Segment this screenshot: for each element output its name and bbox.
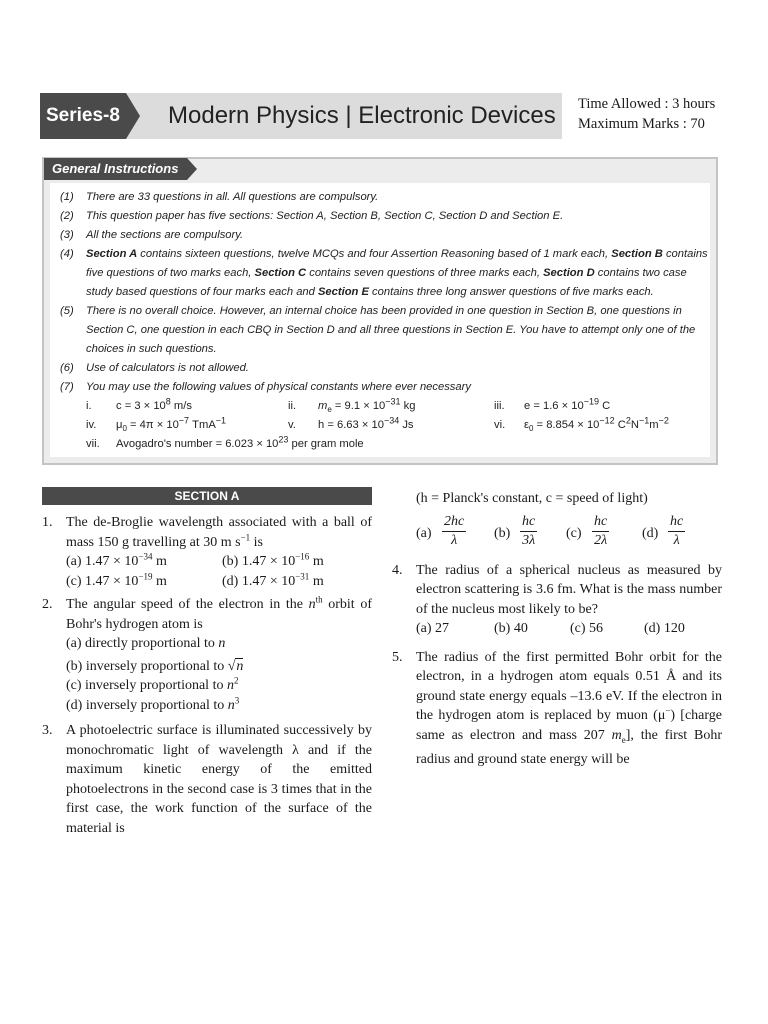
question-text: The de-Broglie wavelength associated with a ball of mass 150 g travelling at 30 m s	[66, 515, 372, 550]
question-4	[392, 561, 722, 639]
instruction-bold: Section A	[86, 248, 138, 260]
time-allowed: Time Allowed : 3 hours	[578, 96, 716, 112]
instructions-tab-arrow	[187, 158, 197, 180]
instruction-text: contains two case study based questions of four marks each and	[86, 267, 687, 298]
instructions-heading: General Instructions	[52, 161, 179, 176]
left-column	[42, 513, 372, 838]
instruction-number: (6)	[60, 362, 74, 374]
option-d: (d) $1.47 \times 10^{-31}$ m	[222, 570, 324, 589]
option-row	[66, 572, 372, 592]
instruction-item	[60, 302, 710, 359]
question-text: is	[250, 534, 264, 550]
constant-avogadro: Avogadro's number = $6.023 \times 10^{23}$ per gram mole	[116, 434, 364, 450]
instruction-text: contains three long answer questions of five marks each.	[368, 286, 654, 298]
constant-label: iii.	[494, 400, 505, 412]
constants-row	[60, 435, 710, 454]
question-number: 4.	[392, 562, 403, 578]
option-c-label: (c)	[566, 525, 582, 541]
option-a: (a) directly proportional to n	[66, 636, 226, 651]
question-3-hint: (h = Planck's constant, c = speed of light)	[416, 491, 648, 506]
instruction-text: You may use the following values of physical constants where ever necessary	[86, 381, 471, 393]
instruction-bold: Section B	[611, 248, 663, 260]
option-d: (d) 120	[644, 621, 685, 636]
question-text: orbit of Bohr's hydrogen atom is	[66, 597, 372, 632]
option-c: (c) $1.47 \times 10^{-19}$ m	[66, 570, 167, 589]
option-d: (d) inversely proportional to $n^3$	[66, 694, 240, 713]
option-b: (b) 40	[494, 621, 528, 636]
question-text: The radius of the first permitted Bohr orbit for the electron, in a hydrogen atom equals 0.51 Å and its ground state energy equals –13.6 eV. If the electron in the hydrogen atom is replaced by muon (μ	[416, 649, 722, 723]
instruction-bold: Section C	[254, 267, 307, 279]
instruction-text: contains seven questions of three marks each,	[306, 267, 544, 279]
instruction-item	[60, 188, 710, 207]
instruction-text: This question paper has five sections: Section A, Section B, Section C, Section D and Section E.	[86, 210, 564, 222]
maximum-marks: Maximum Marks : 70	[578, 116, 705, 132]
question-text: A photoelectric surface is illuminated successively by monochromatic light of wavelength λ and if the maximum kinetic energy of the emitted photoelectrons in the second case is 3 times that in the first case, the work function of the surface of the material is	[66, 723, 372, 836]
constant-electron-mass: $m_e = 9.1 \times 10^{-31}$ kg	[318, 396, 416, 415]
option-d-label: (d)	[642, 525, 659, 541]
question-2: 2. The angular speed of the electron in the $n^{th}$ orbit of Bohr's hydrogen atom is (a) directly proportional to n (b) inversely proportional to √n (c) inversely proportional to $n^2$ (d) inversely proportional to $n^3$	[42, 595, 372, 715]
instruction-number: (2)	[60, 210, 74, 222]
question-text: The angular speed of the electron in the	[66, 597, 309, 612]
instruction-item	[60, 245, 710, 302]
option-b-fraction: $\frac{hc}{3\lambda}$	[522, 513, 536, 548]
constant-speed-of-light: $c = 3 \times 10^8$ m/s	[116, 396, 192, 412]
instruction-text: There is no overall choice. However, an internal choice has been provided in one question in Section B, one questions in Section C, one question in each CBQ in Section D and all three questions in Section E. You have to attempt only one of the choices in such questions.	[86, 305, 696, 355]
question-3-continued	[392, 489, 722, 553]
question-text: ) [charge same as electron and mass 207	[416, 708, 723, 743]
series-arrow-shape	[126, 93, 140, 139]
constant-electron-charge: $e = 1.6 \times 10^{-19}$ C	[524, 396, 611, 412]
constant-label: i.	[86, 400, 92, 412]
instruction-number: (1)	[60, 191, 74, 203]
question-number: 5.	[392, 649, 403, 665]
instruction-item	[60, 378, 710, 397]
question-text: The radius of a spherical nucleus as measured by electron scattering is 3.6 fm. What is the mass number of the nucleus most likely to be?	[416, 562, 722, 617]
option-c: (c) inversely proportional to $n^2$	[66, 675, 239, 693]
instruction-item	[60, 359, 710, 378]
right-column	[392, 489, 722, 769]
instructions-list	[60, 188, 710, 454]
option-row	[416, 619, 722, 639]
instruction-number: (4)	[60, 248, 74, 260]
constant-permeability: $\mu_0 = 4\pi \times 10^{-7}$ TmA$^{-1}$	[116, 415, 227, 434]
question-1: 1. The de-Broglie wavelength associated with a ball of mass 150 g travelling at 30 m $s^{-1}$ is (a) $1.47 \times 10^{-34}$ m (b) $1.47 \times 10^{-16}$ m (c) $1.47 \times 10^{-19}$ m (d) $1.47 \times 10^{-31}$ m	[42, 513, 372, 591]
instruction-text: There are 33 questions in all. All questions are compulsory.	[86, 191, 379, 203]
instruction-text: contains five questions of two marks each,	[86, 248, 708, 279]
constant-permittivity: $\varepsilon_0 = 8.854 \times 10^{-12}$ $C^2N^{-1}m^{-2}$	[524, 415, 669, 434]
instruction-item	[60, 207, 710, 226]
section-a-heading: SECTION A	[42, 487, 372, 505]
option-c: (c) 56	[570, 621, 604, 636]
option-row	[66, 552, 372, 572]
constants-row	[60, 416, 710, 435]
option-c-fraction: $\frac{hc}{2\lambda}$	[594, 513, 608, 548]
instruction-bold: Section E	[317, 286, 369, 298]
instruction-text: Use of calculators is not allowed.	[86, 362, 249, 374]
instruction-text: All the sections are compulsory.	[86, 229, 244, 241]
instruction-text: contains sixteen questions, twelve MCQs and four Assertion Reasoning based of 1 mark each,	[137, 248, 612, 260]
constant-label: vi.	[494, 419, 506, 431]
question-number: 2.	[42, 597, 53, 612]
option-a: (a) 27	[416, 621, 450, 636]
question-3	[42, 721, 372, 838]
option-b: (b) $1.47 \times 10^{-16}$ m	[222, 551, 324, 569]
instruction-item	[60, 226, 710, 245]
question-5: 5. The radius of the first permitted Bohr orbit for the electron, in a hydrogen atom equals 0.51 Å and its ground state energy equals –13.6 eV. If the electron in the hydrogen atom is replaced by muon (μ−) [charge same as electron and mass 207 $m_e$], the first Bohr radius and ground state energy will be	[392, 649, 723, 767]
constant-planck: $h = 6.63 \times 10^{-34}$ Js	[318, 415, 414, 431]
constant-label: ii.	[288, 400, 297, 412]
question-text: ], the first Bohr radius and ground state energy will be	[416, 727, 722, 767]
constant-label: v.	[288, 419, 296, 431]
option-a: (a) $1.47 \times 10^{-34}$ m	[66, 551, 167, 569]
series-label: Series-8	[40, 93, 126, 139]
exam-meta	[578, 94, 715, 134]
option-a-label: (a)	[416, 525, 432, 541]
constants-row	[60, 397, 710, 416]
instruction-number: (5)	[60, 305, 74, 317]
option-d-fraction: $\frac{hc}{\lambda}$	[670, 513, 684, 548]
instruction-number: (7)	[60, 381, 74, 393]
constant-label: iv.	[86, 419, 97, 431]
option-a-fraction: $\frac{2hc}{\lambda}$	[444, 513, 465, 548]
option-b: (b) inversely proportional to √n	[66, 658, 244, 674]
instruction-bold: Section D	[543, 267, 595, 279]
question-3-options	[416, 513, 722, 553]
option-b-label: (b)	[494, 525, 511, 541]
instruction-number: (3)	[60, 229, 74, 241]
question-number: 1.	[42, 515, 53, 530]
question-number: 3.	[42, 723, 53, 738]
page-title: Modern Physics | Electronic Devices	[168, 102, 556, 129]
constant-label: vii.	[86, 438, 100, 450]
